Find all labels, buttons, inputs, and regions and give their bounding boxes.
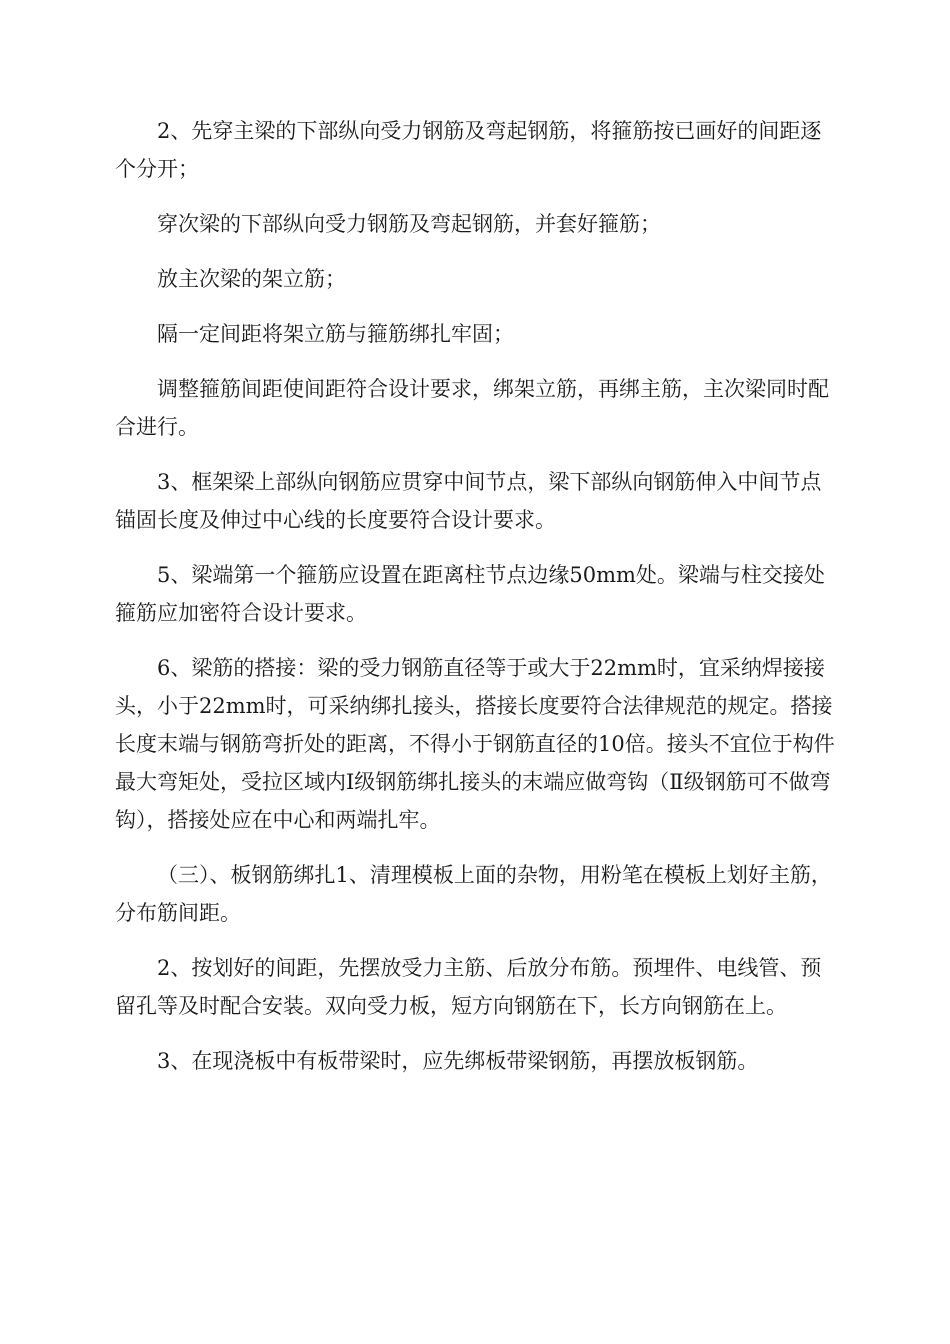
paragraph-beam-step-5: 5、梁端第一个箍筋应设置在距离柱节点边缘50mm处。梁端与柱交接处箍筋应加密符合设计要求。: [115, 563, 825, 625]
paragraph-binding-interval: 隔一定间距将架立筋与箍筋绑扎牢固；: [157, 322, 514, 346]
paragraph-slab-step-2: 2、按划好的间距，先摆放受力主筋、后放分布筋。预埋件、电线管、预留孔等及时配合安装。双向受力板，短方向钢筋在下，长方向钢筋在上。: [115, 956, 822, 1018]
paragraph-secondary-beam: 穿次梁的下部纵向受力钢筋及弯起钢筋，并套好箍筋；: [157, 212, 661, 236]
document-body: [115, 112, 835, 1097]
paragraph-erection-bars: 放主次梁的架立筋；: [157, 267, 346, 291]
paragraph-slab-section-3: （三）、板钢筋绑扎1、清理模板上面的杂物，用粉笔在模板上划好主筋，分布筋间距。: [115, 863, 832, 925]
paragraph-beam-step-2: 2、先穿主梁的下部纵向受力钢筋及弯起钢筋，将箍筋按已画好的间距逐个分开；: [115, 119, 822, 181]
paragraph-stirrup-adjust: 调整箍筋间距使间距符合设计要求，绑架立筋，再绑主筋，主次梁同时配合进行。: [115, 377, 829, 439]
paragraph-beam-step-3: 3、框架梁上部纵向钢筋应贯穿中间节点，梁下部纵向钢筋伸入中间节点锚固长度及伸过中心线的长度要符合设计要求。: [115, 470, 822, 532]
paragraph-slab-step-3: 3、在现浇板中有板带梁时，应先绑板带梁钢筋，再摆放板钢筋。: [157, 1049, 759, 1073]
paragraph-beam-step-6: 6、梁筋的搭接：梁的受力钢筋直径等于或大于22mm时，宜采纳焊接接头，小于22mm时，可采纳绑扎接头，搭接长度要符合法律规范的规定。搭接长度末端与钢筋弯折处的距离，不得小于钢筋直径的10倍。接头不宜位于构件最大弯矩处，受拉区域内Ⅰ级钢筋绑扎接头的末端应做弯钩（Ⅱ级钢筋可不做弯钩），搭接处应在中心和两端扎牢。: [115, 656, 835, 832]
